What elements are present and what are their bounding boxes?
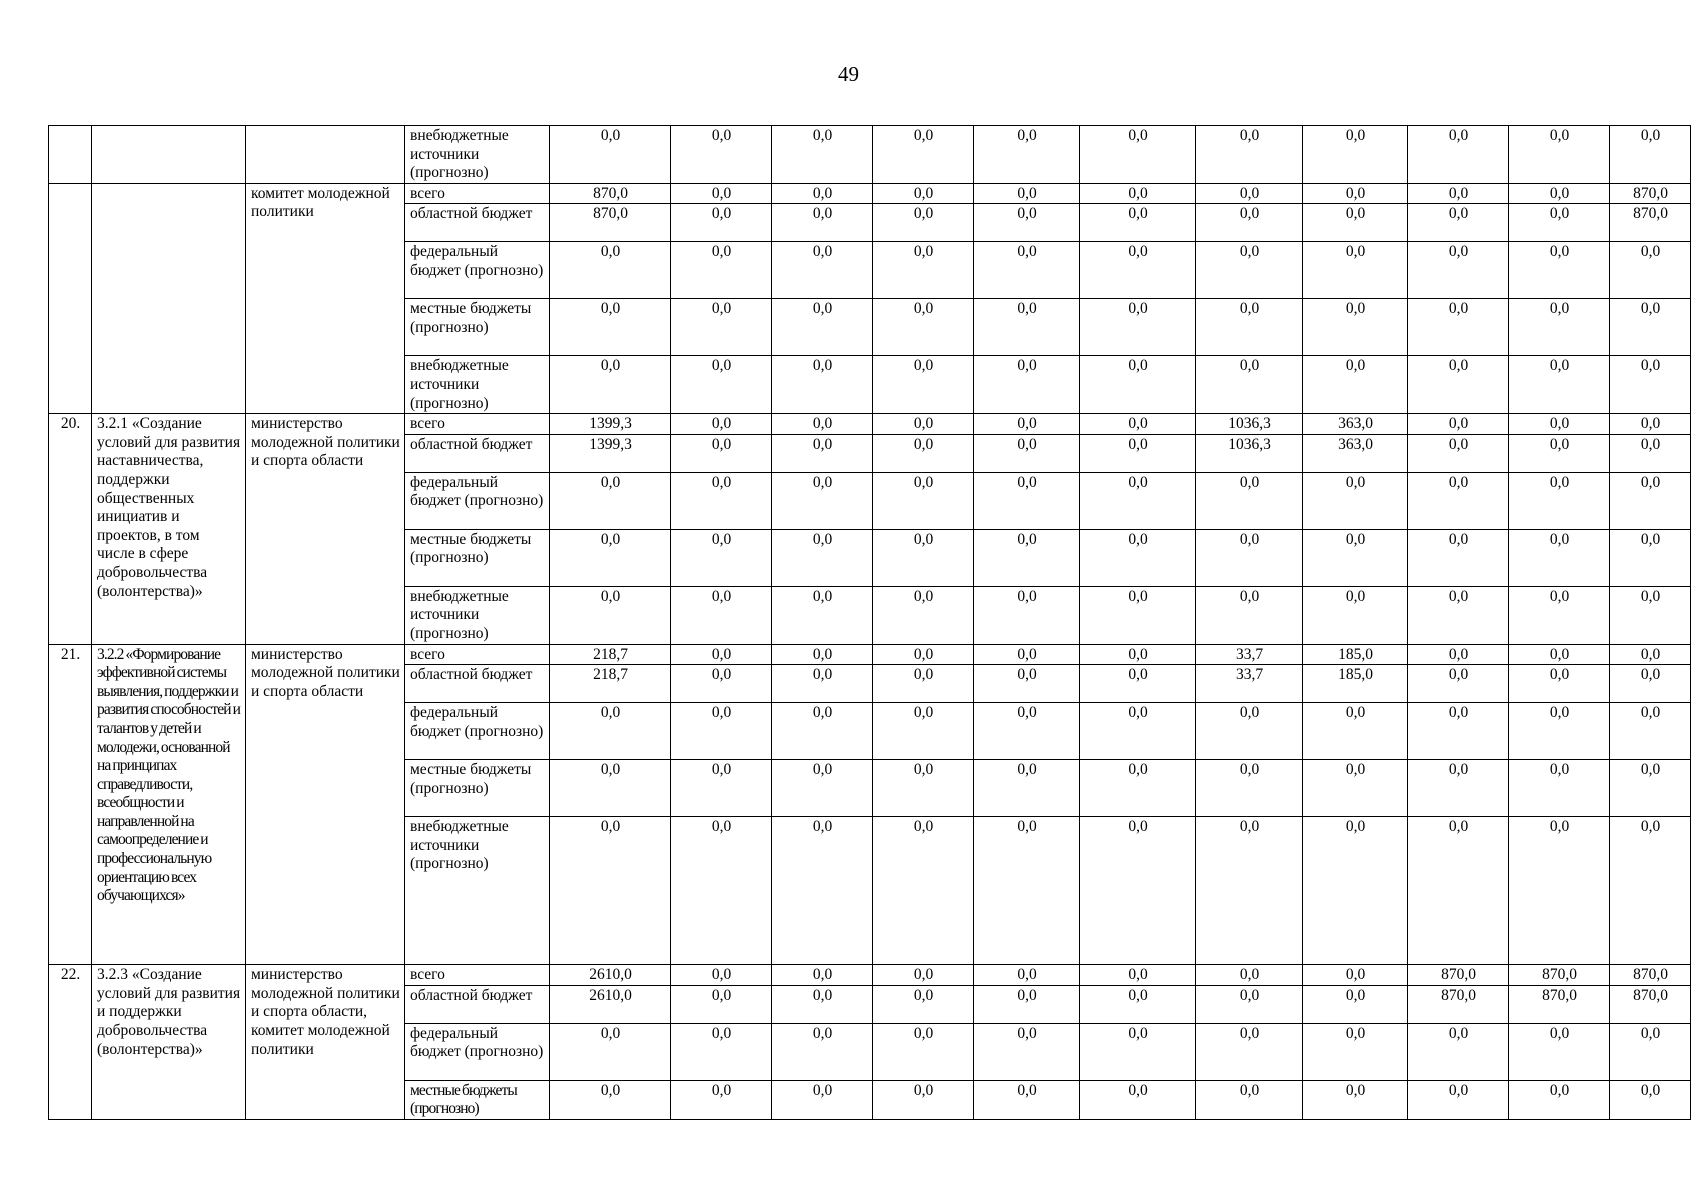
amount-cell: 0,0 <box>772 1023 873 1080</box>
amount-cell: 0,0 <box>772 356 873 414</box>
amount-cell: 0,0 <box>671 472 772 529</box>
amount-cell: 218,7 <box>550 644 671 665</box>
amount-cell: 0,0 <box>671 1080 772 1119</box>
funding-source-cell: федеральный бюджет (прогнозно) <box>405 472 550 529</box>
amount-cell: 0,0 <box>873 242 974 299</box>
amount-cell: 0,0 <box>1610 644 1691 665</box>
event-name-cell: 3.2.3 «Создание условий для развития и поддержки добровольчества (волонтерства)» <box>92 965 246 1120</box>
amount-cell: 0,0 <box>974 472 1080 529</box>
amount-cell: 0,0 <box>772 817 873 965</box>
amount-cell: 2610,0 <box>550 965 671 986</box>
amount-cell: 0,0 <box>1303 126 1408 184</box>
amount-cell: 0,0 <box>1610 586 1691 644</box>
amount-cell: 0,0 <box>1509 204 1610 242</box>
amount-cell: 870,0 <box>1610 965 1691 986</box>
amount-cell: 0,0 <box>1408 644 1509 665</box>
amount-cell: 0,0 <box>1080 817 1196 965</box>
amount-cell: 0,0 <box>1080 1080 1196 1119</box>
row-number: 22. <box>49 965 92 1120</box>
amount-cell: 0,0 <box>1196 817 1303 965</box>
amount-cell: 0,0 <box>1610 434 1691 472</box>
amount-cell: 0,0 <box>1303 1080 1408 1119</box>
amount-cell: 0,0 <box>671 529 772 586</box>
amount-cell: 0,0 <box>974 414 1080 435</box>
amount-cell: 0,0 <box>1080 644 1196 665</box>
funding-source-cell: областной бюджет <box>405 985 550 1023</box>
amount-cell: 0,0 <box>772 434 873 472</box>
event-name-cell <box>92 126 246 184</box>
amount-cell: 0,0 <box>550 586 671 644</box>
amount-cell: 0,0 <box>772 126 873 184</box>
amount-cell: 0,0 <box>1509 472 1610 529</box>
funding-source-cell: федеральный бюджет (прогнозно) <box>405 1023 550 1080</box>
amount-cell: 363,0 <box>1303 434 1408 472</box>
amount-cell: 0,0 <box>1610 665 1691 703</box>
amount-cell: 0,0 <box>1509 1023 1610 1080</box>
amount-cell: 0,0 <box>1303 529 1408 586</box>
funding-source-cell: внебюджетные источники (прогнозно) <box>405 356 550 414</box>
amount-cell: 0,0 <box>974 644 1080 665</box>
amount-cell: 185,0 <box>1303 644 1408 665</box>
amount-cell: 0,0 <box>671 183 772 204</box>
amount-cell: 0,0 <box>974 434 1080 472</box>
amount-cell: 0,0 <box>671 665 772 703</box>
amount-cell: 0,0 <box>1080 665 1196 703</box>
amount-cell: 0,0 <box>873 1023 974 1080</box>
amount-cell: 0,0 <box>1303 985 1408 1023</box>
funding-source-cell: местные бюджеты (прогнозно) <box>405 760 550 817</box>
amount-cell: 0,0 <box>671 299 772 356</box>
amount-cell: 2610,0 <box>550 985 671 1023</box>
amount-cell: 0,0 <box>1196 472 1303 529</box>
amount-cell: 0,0 <box>1080 183 1196 204</box>
amount-cell: 0,0 <box>1509 414 1610 435</box>
row-number: 20. <box>49 414 92 644</box>
amount-cell: 0,0 <box>1509 434 1610 472</box>
amount-cell: 0,0 <box>1408 434 1509 472</box>
amount-cell: 0,0 <box>1509 356 1610 414</box>
amount-cell: 0,0 <box>873 965 974 986</box>
amount-cell: 0,0 <box>1408 414 1509 435</box>
amount-cell: 0,0 <box>550 817 671 965</box>
amount-cell: 0,0 <box>974 665 1080 703</box>
amount-cell: 0,0 <box>671 1023 772 1080</box>
amount-cell: 0,0 <box>873 586 974 644</box>
amount-cell: 0,0 <box>1196 586 1303 644</box>
amount-cell: 0,0 <box>772 586 873 644</box>
amount-cell: 0,0 <box>671 356 772 414</box>
amount-cell: 1399,3 <box>550 414 671 435</box>
funding-source-cell: местные бюджеты (прогнозно) <box>405 1080 550 1119</box>
amount-cell: 0,0 <box>873 204 974 242</box>
amount-cell: 0,0 <box>1196 965 1303 986</box>
amount-cell: 0,0 <box>974 985 1080 1023</box>
amount-cell: 0,0 <box>772 472 873 529</box>
amount-cell: 0,0 <box>1408 183 1509 204</box>
amount-cell: 0,0 <box>550 126 671 184</box>
amount-cell: 0,0 <box>671 586 772 644</box>
amount-cell: 0,0 <box>974 586 1080 644</box>
amount-cell: 0,0 <box>974 126 1080 184</box>
amount-cell: 0,0 <box>1196 204 1303 242</box>
amount-cell: 0,0 <box>772 242 873 299</box>
amount-cell: 0,0 <box>974 242 1080 299</box>
amount-cell: 0,0 <box>772 665 873 703</box>
responsible-org-cell: министерство молодежной политики и спорта области <box>246 414 405 644</box>
amount-cell: 870,0 <box>1610 985 1691 1023</box>
funding-source-cell: всего <box>405 183 550 204</box>
funding-source-cell: федеральный бюджет (прогнозно) <box>405 242 550 299</box>
page-number: 49 <box>838 62 859 86</box>
amount-cell: 0,0 <box>1196 1080 1303 1119</box>
amount-cell: 0,0 <box>974 356 1080 414</box>
amount-cell: 0,0 <box>1080 414 1196 435</box>
amount-cell: 0,0 <box>1303 703 1408 760</box>
amount-cell: 0,0 <box>1080 965 1196 986</box>
amount-cell: 33,7 <box>1196 665 1303 703</box>
amount-cell: 0,0 <box>1408 586 1509 644</box>
amount-cell: 0,0 <box>772 529 873 586</box>
amount-cell: 0,0 <box>550 703 671 760</box>
amount-cell: 0,0 <box>1610 472 1691 529</box>
amount-cell: 0,0 <box>1610 1023 1691 1080</box>
row-number: 21. <box>49 644 92 965</box>
amount-cell: 0,0 <box>550 472 671 529</box>
amount-cell: 0,0 <box>772 183 873 204</box>
amount-cell: 0,0 <box>1610 126 1691 184</box>
amount-cell: 870,0 <box>1610 204 1691 242</box>
amount-cell: 185,0 <box>1303 665 1408 703</box>
amount-cell: 0,0 <box>873 529 974 586</box>
amount-cell: 0,0 <box>1408 1080 1509 1119</box>
amount-cell: 0,0 <box>1303 817 1408 965</box>
amount-cell: 0,0 <box>1610 356 1691 414</box>
amount-cell: 870,0 <box>1610 183 1691 204</box>
amount-cell: 0,0 <box>1303 183 1408 204</box>
amount-cell: 0,0 <box>974 183 1080 204</box>
row-number <box>49 183 92 413</box>
amount-cell: 0,0 <box>1509 586 1610 644</box>
funding-source-cell: областной бюджет <box>405 204 550 242</box>
amount-cell: 0,0 <box>671 204 772 242</box>
table-row <box>49 414 1691 435</box>
amount-cell: 0,0 <box>671 760 772 817</box>
amount-cell: 0,0 <box>550 529 671 586</box>
amount-cell: 870,0 <box>1408 985 1509 1023</box>
amount-cell: 33,7 <box>1196 644 1303 665</box>
amount-cell: 870,0 <box>1509 965 1610 986</box>
amount-cell: 0,0 <box>1610 1080 1691 1119</box>
table-row <box>49 183 1691 204</box>
amount-cell: 0,0 <box>1080 434 1196 472</box>
amount-cell: 0,0 <box>1196 529 1303 586</box>
amount-cell: 0,0 <box>671 434 772 472</box>
amount-cell: 0,0 <box>1408 760 1509 817</box>
amount-cell: 0,0 <box>1196 242 1303 299</box>
amount-cell: 0,0 <box>1080 356 1196 414</box>
amount-cell: 0,0 <box>1509 183 1610 204</box>
row-number <box>49 126 92 184</box>
amount-cell: 0,0 <box>873 126 974 184</box>
table-row <box>49 644 1691 665</box>
amount-cell: 0,0 <box>1408 472 1509 529</box>
amount-cell: 0,0 <box>671 965 772 986</box>
funding-source-cell: областной бюджет <box>405 434 550 472</box>
amount-cell: 0,0 <box>1509 644 1610 665</box>
amount-cell: 0,0 <box>974 817 1080 965</box>
event-name-cell: 3.2.2 «Формирование эффективной системы выявления, поддержки и развития способностей и талантов у детей и молодежи, основанной на принципах справедливости, всеобщности и направленной на самоопределение и профессиональную ориентацию всех обучающихся» <box>92 644 246 965</box>
amount-cell: 0,0 <box>873 183 974 204</box>
amount-cell: 0,0 <box>1610 817 1691 965</box>
amount-cell: 0,0 <box>1303 1023 1408 1080</box>
amount-cell: 0,0 <box>1303 472 1408 529</box>
amount-cell: 0,0 <box>550 356 671 414</box>
amount-cell: 363,0 <box>1303 414 1408 435</box>
amount-cell: 0,0 <box>1408 817 1509 965</box>
amount-cell: 0,0 <box>1303 356 1408 414</box>
amount-cell: 0,0 <box>873 472 974 529</box>
amount-cell: 0,0 <box>550 1080 671 1119</box>
amount-cell: 0,0 <box>671 126 772 184</box>
amount-cell: 0,0 <box>1080 299 1196 356</box>
amount-cell: 0,0 <box>873 1080 974 1119</box>
amount-cell: 0,0 <box>1080 985 1196 1023</box>
funding-source-cell: внебюджетные источники (прогнозно) <box>405 126 550 184</box>
amount-cell: 870,0 <box>550 204 671 242</box>
amount-cell: 0,0 <box>1196 356 1303 414</box>
amount-cell: 0,0 <box>873 665 974 703</box>
amount-cell: 0,0 <box>772 985 873 1023</box>
amount-cell: 0,0 <box>550 242 671 299</box>
amount-cell: 1036,3 <box>1196 434 1303 472</box>
funding-source-cell: всего <box>405 965 550 986</box>
amount-cell: 0,0 <box>1408 299 1509 356</box>
amount-cell: 0,0 <box>873 760 974 817</box>
table-row <box>49 126 1691 184</box>
amount-cell: 0,0 <box>1408 126 1509 184</box>
amount-cell: 870,0 <box>1509 985 1610 1023</box>
amount-cell: 0,0 <box>1196 183 1303 204</box>
amount-cell: 0,0 <box>1408 242 1509 299</box>
amount-cell: 0,0 <box>873 703 974 760</box>
amount-cell: 0,0 <box>1610 760 1691 817</box>
amount-cell: 0,0 <box>1408 204 1509 242</box>
amount-cell: 0,0 <box>873 356 974 414</box>
amount-cell: 0,0 <box>671 703 772 760</box>
amount-cell: 218,7 <box>550 665 671 703</box>
amount-cell: 0,0 <box>772 760 873 817</box>
amount-cell: 0,0 <box>1080 529 1196 586</box>
amount-cell: 0,0 <box>1509 760 1610 817</box>
table-row <box>49 965 1691 986</box>
amount-cell: 1036,3 <box>1196 414 1303 435</box>
amount-cell: 0,0 <box>1196 703 1303 760</box>
event-name-cell <box>92 183 246 413</box>
amount-cell: 870,0 <box>1408 965 1509 986</box>
amount-cell: 0,0 <box>1196 760 1303 817</box>
amount-cell: 0,0 <box>974 965 1080 986</box>
amount-cell: 0,0 <box>1196 126 1303 184</box>
amount-cell: 0,0 <box>1509 299 1610 356</box>
amount-cell: 0,0 <box>974 1023 1080 1080</box>
amount-cell: 0,0 <box>1196 1023 1303 1080</box>
amount-cell: 0,0 <box>1303 299 1408 356</box>
event-name-cell: 3.2.1 «Создание условий для развития наставничества, поддержки общественных инициатив и проектов, в том числе в сфере добровольчества (волонтерства)» <box>92 414 246 644</box>
amount-cell: 0,0 <box>772 965 873 986</box>
funding-source-cell: внебюджетные источники (прогнозно) <box>405 586 550 644</box>
amount-cell: 0,0 <box>974 703 1080 760</box>
amount-cell: 0,0 <box>974 529 1080 586</box>
amount-cell: 0,0 <box>1509 817 1610 965</box>
responsible-org-cell: министерство молодежной политики и спорта области, комитет молодежной политики <box>246 965 405 1120</box>
amount-cell: 0,0 <box>772 1080 873 1119</box>
amount-cell: 0,0 <box>1408 1023 1509 1080</box>
amount-cell: 0,0 <box>1080 1023 1196 1080</box>
amount-cell: 0,0 <box>1509 242 1610 299</box>
amount-cell: 0,0 <box>1509 126 1610 184</box>
amount-cell: 0,0 <box>1080 703 1196 760</box>
amount-cell: 0,0 <box>974 299 1080 356</box>
amount-cell: 0,0 <box>1303 586 1408 644</box>
amount-cell: 0,0 <box>1196 985 1303 1023</box>
amount-cell: 0,0 <box>1408 703 1509 760</box>
funding-source-cell: местные бюджеты (прогнозно) <box>405 299 550 356</box>
amount-cell: 0,0 <box>550 760 671 817</box>
amount-cell: 0,0 <box>1080 204 1196 242</box>
amount-cell: 870,0 <box>550 183 671 204</box>
amount-cell: 0,0 <box>671 242 772 299</box>
amount-cell: 0,0 <box>772 703 873 760</box>
amount-cell: 0,0 <box>873 434 974 472</box>
amount-cell: 0,0 <box>1610 703 1691 760</box>
amount-cell: 0,0 <box>1303 760 1408 817</box>
amount-cell: 0,0 <box>873 985 974 1023</box>
amount-cell: 0,0 <box>550 1023 671 1080</box>
amount-cell: 0,0 <box>772 414 873 435</box>
responsible-org-cell: министерство молодежной политики и спорта области <box>246 644 405 965</box>
amount-cell: 0,0 <box>1080 126 1196 184</box>
amount-cell: 0,0 <box>974 760 1080 817</box>
amount-cell: 0,0 <box>1408 356 1509 414</box>
amount-cell: 0,0 <box>1303 242 1408 299</box>
amount-cell: 0,0 <box>1080 242 1196 299</box>
responsible-org-cell <box>246 126 405 184</box>
funding-source-cell: областной бюджет <box>405 665 550 703</box>
amount-cell: 0,0 <box>873 644 974 665</box>
funding-source-cell: местные бюджеты (прогнозно) <box>405 529 550 586</box>
amount-cell: 0,0 <box>1509 703 1610 760</box>
amount-cell: 0,0 <box>772 204 873 242</box>
amount-cell: 0,0 <box>974 204 1080 242</box>
amount-cell: 0,0 <box>1080 586 1196 644</box>
amount-cell: 0,0 <box>671 817 772 965</box>
amount-cell: 0,0 <box>671 644 772 665</box>
amount-cell: 0,0 <box>1610 299 1691 356</box>
amount-cell: 0,0 <box>671 414 772 435</box>
amount-cell: 0,0 <box>873 817 974 965</box>
amount-cell: 0,0 <box>1509 1080 1610 1119</box>
funding-source-cell: внебюджетные источники (прогнозно) <box>405 817 550 965</box>
funding-source-cell: всего <box>405 644 550 665</box>
amount-cell: 0,0 <box>1610 242 1691 299</box>
amount-cell: 0,0 <box>1408 529 1509 586</box>
amount-cell: 0,0 <box>873 299 974 356</box>
amount-cell: 0,0 <box>550 299 671 356</box>
amount-cell: 0,0 <box>1080 760 1196 817</box>
amount-cell: 0,0 <box>671 985 772 1023</box>
amount-cell: 0,0 <box>1509 665 1610 703</box>
funding-source-cell: федеральный бюджет (прогнозно) <box>405 703 550 760</box>
amount-cell: 1399,3 <box>550 434 671 472</box>
amount-cell: 0,0 <box>1080 472 1196 529</box>
amount-cell: 0,0 <box>1509 529 1610 586</box>
amount-cell: 0,0 <box>1610 529 1691 586</box>
amount-cell: 0,0 <box>772 299 873 356</box>
amount-cell: 0,0 <box>1303 204 1408 242</box>
amount-cell: 0,0 <box>772 644 873 665</box>
budget-table <box>48 125 1691 1120</box>
responsible-org-cell: комитет молодежной политики <box>246 183 405 413</box>
amount-cell: 0,0 <box>873 414 974 435</box>
amount-cell: 0,0 <box>1196 299 1303 356</box>
funding-source-cell: всего <box>405 414 550 435</box>
amount-cell: 0,0 <box>974 1080 1080 1119</box>
amount-cell: 0,0 <box>1408 665 1509 703</box>
amount-cell: 0,0 <box>1610 414 1691 435</box>
amount-cell: 0,0 <box>1303 965 1408 986</box>
